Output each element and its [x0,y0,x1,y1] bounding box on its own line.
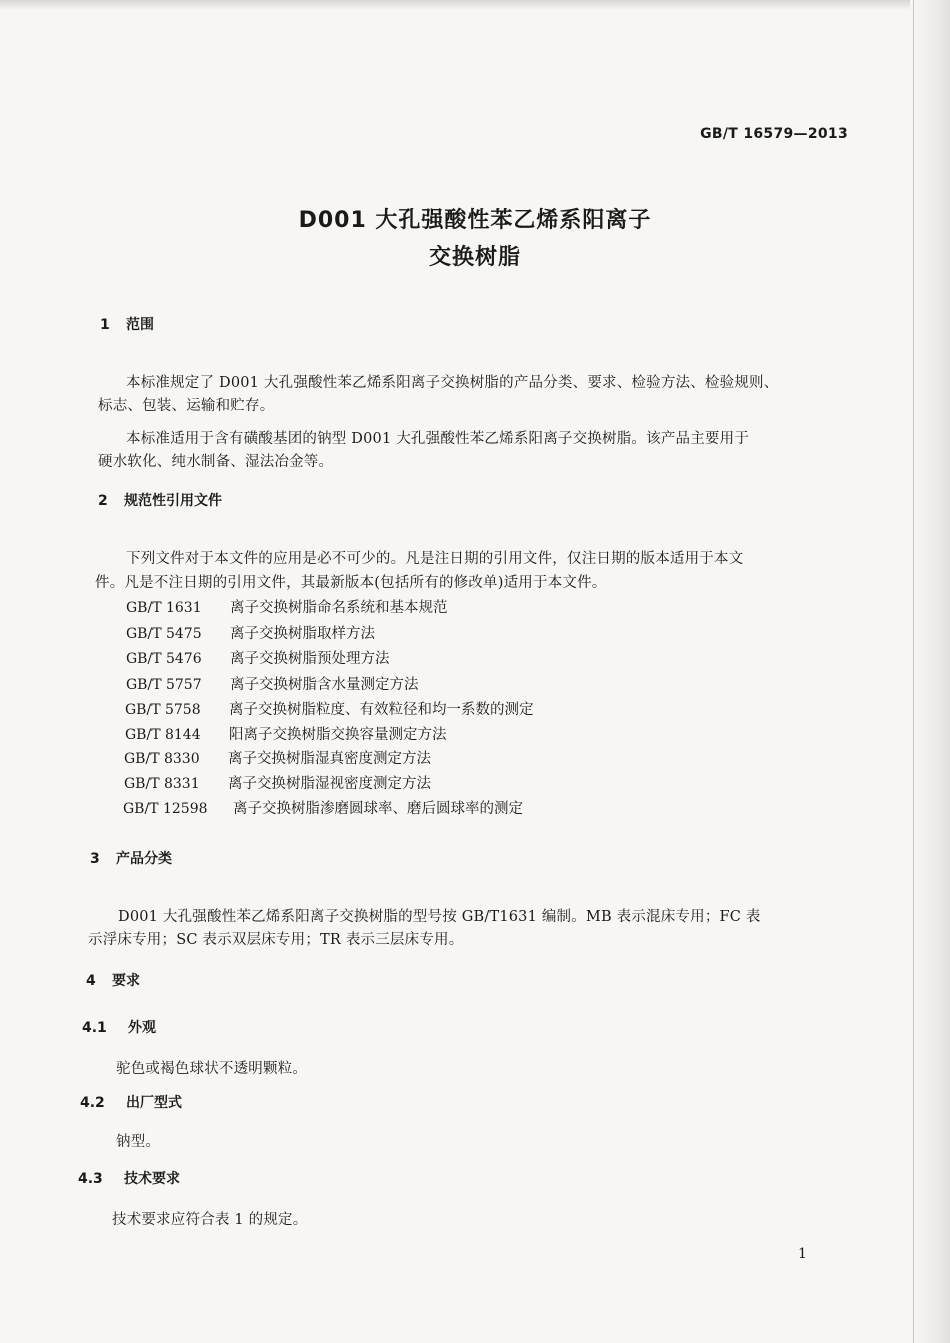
reference-item: GB/T 8144 阳离子交换树脂交换容量测定方法 [125,727,447,743]
reference-item: GB/T 5758 离子交换树脂粒度、有效粒径和均一系数的测定 [125,702,534,718]
section-number: 1 [100,317,110,333]
section-title: 要求 [112,973,140,989]
s41-text: 驼色或褐色球状不透明颗粒。 [116,1061,308,1077]
document-title-line2: 交换树脂 [428,245,521,270]
s1-paragraph2-line1: 本标准适用于含有磺酸基团的钠型 D001 大孔强酸性苯乙烯系阳离子交换树脂。该产品主要用于 [126,431,750,447]
s1-paragraph1-line1: 本标准规定了 D001 大孔强酸性苯乙烯系阳离子交换树脂的产品分类、要求、检验方法、检验规则、 [126,375,779,391]
section-1-heading [100,314,154,334]
s1-paragraph2-line2: 硬水软化、纯水制备、湿法冶金等。 [98,454,334,470]
section-title: 范围 [126,317,154,333]
s42-text: 钠型。 [116,1134,161,1150]
s1-paragraph1-line2: 标志、包装、运输和贮存。 [98,398,275,414]
section-3-heading [90,848,172,868]
section-number: 2 [98,493,108,509]
reference-item: GB/T 5476 离子交换树脂预处理方法 [126,651,390,667]
scan-edge-top [0,0,950,10]
s43-text: 技术要求应符合表 1 的规定。 [112,1212,308,1228]
reference-item: GB/T 1631 离子交换树脂命名系统和基本规范 [126,600,448,616]
standard-code: GB/T 16579—2013 [700,126,848,142]
s3-paragraph-line1: D001 大孔强酸性苯乙烯系阳离子交换树脂的型号按 GB/T1631 编制。MB 表示混床专用；FC 表 [118,909,761,925]
section-title: 外观 [128,1020,156,1036]
reference-item: GB/T 8331 离子交换树脂湿视密度测定方法 [124,776,431,792]
section-number: 4.2 [80,1095,105,1111]
section-4-3-heading [78,1168,180,1188]
section-4-1-heading [82,1017,156,1037]
section-title: 规范性引用文件 [124,493,222,509]
section-number: 4 [86,973,96,989]
reference-item: GB/T 5475 离子交换树脂取样方法 [126,626,375,642]
section-number: 4.3 [78,1171,103,1187]
section-2-heading [98,490,222,510]
section-title: 出厂型式 [126,1095,182,1111]
reference-item: GB/T 8330 离子交换树脂湿真密度测定方法 [124,751,431,767]
section-4-heading [86,970,140,990]
section-number: 3 [90,851,100,867]
reference-item: GB/T 5757 离子交换树脂含水量测定方法 [126,677,419,693]
section-title: 技术要求 [124,1171,180,1187]
section-title: 产品分类 [116,851,172,867]
scan-edge-right [910,0,950,1343]
section-4-2-heading [80,1092,182,1112]
scan-line [913,0,914,1343]
reference-item: GB/T 12598 离子交换树脂渗磨圆球率、磨后圆球率的测定 [123,801,523,817]
s2-paragraph-line1: 下列文件对于本文件的应用是必不可少的。凡是注日期的引用文件，仅注日期的版本适用于本文 [126,551,744,567]
page-number: 1 [798,1246,807,1262]
section-number: 4.1 [82,1020,107,1036]
document-title-line1: D001 大孔强酸性苯乙烯系阳离子 [298,208,652,233]
s2-paragraph-line2: 件。凡是不注日期的引用文件，其最新版本(包括所有的修改单)适用于本文件。 [95,575,607,591]
s3-paragraph-line2: 示浮床专用；SC 表示双层床专用；TR 表示三层床专用。 [88,932,464,948]
